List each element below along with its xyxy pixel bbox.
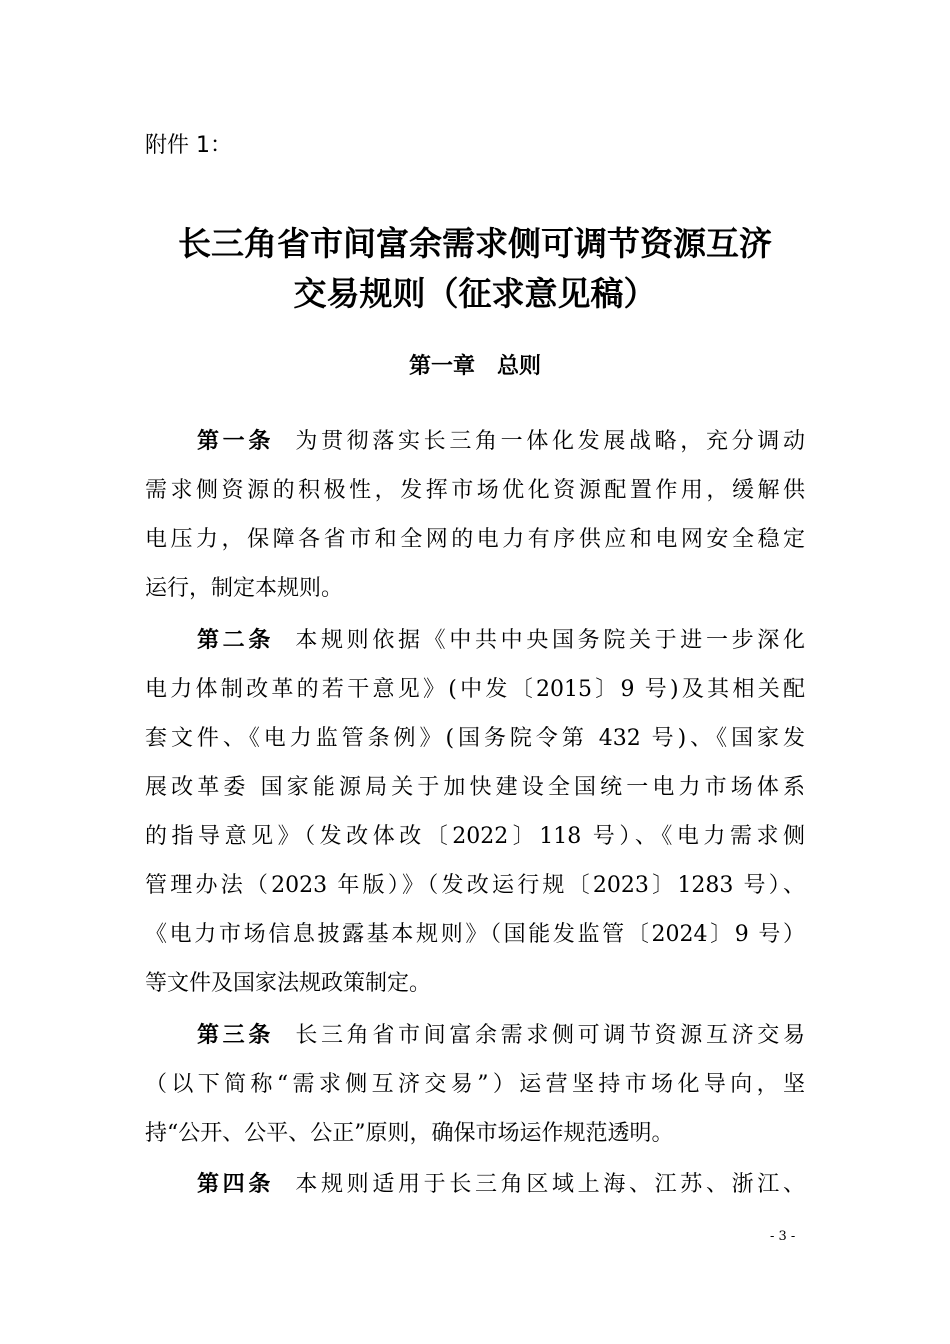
article-1-line-2: 需求侧资源的积极性，发挥市场优化资源配置作用，缓解供 xyxy=(145,478,805,503)
page-number: - 3 - xyxy=(770,1229,796,1244)
article-2-label: 第二条 xyxy=(197,628,274,653)
article-4-line-1 xyxy=(197,1169,805,1201)
attachment-label: 附件 1： xyxy=(145,133,232,158)
article-3-line-1 xyxy=(197,1020,805,1052)
article-1-line-4: 运行，制定本规则。 xyxy=(145,576,344,601)
article-1-text: 为贯彻落实长三角一体化发展战略，充分调动 xyxy=(295,429,805,454)
article-3-label: 第三条 xyxy=(197,1023,274,1048)
chapter-heading: 第一章 总则 xyxy=(408,354,541,379)
article-2-line-7: 《电力市场信息披露基本规则》（国能发监管〔2024〕9 号） xyxy=(145,922,805,947)
article-2-line-4: 展改革委 国家能源局关于加快建设全国统一电力市场体系 xyxy=(145,775,805,800)
document-title-line-2: 交易规则（征求意见稿） xyxy=(293,274,657,313)
article-3-line-2: （以下简称“需求侧互济交易”）运营坚持市场化导向，坚 xyxy=(145,1072,805,1097)
article-1-line-3: 电压力，保障各省市和全网的电力有序供应和电网安全稳定 xyxy=(145,527,805,552)
article-2-line-3: 套文件、《电力监管条例》(国务院令第 432 号)、《国家发 xyxy=(145,726,805,751)
article-3-text: 长三角省市间富余需求侧可调节资源互济交易 xyxy=(295,1023,805,1048)
article-1-line-1 xyxy=(197,426,805,458)
article-2-line-8: 等文件及国家法规政策制定。 xyxy=(145,971,432,996)
article-2-line-2: 电力体制改革的若干意见》(中发〔2015〕9 号)及其相关配 xyxy=(145,677,805,702)
article-2-line-5: 的指导意见》（发改体改〔2022〕118 号）、《电力需求侧 xyxy=(145,824,805,849)
article-2-text: 本规则依据《中共中央国务院关于进一步深化 xyxy=(295,628,805,653)
article-2-line-6: 管理办法（2023 年版）》（发改运行规〔2023〕1283 号）、 xyxy=(145,873,805,898)
article-4-text: 本规则适用于长三角区域上海、江苏、浙江、 xyxy=(295,1172,805,1197)
document-title-line-1: 长三角省市间富余需求侧可调节资源互济 xyxy=(178,224,772,263)
article-2-line-1 xyxy=(197,625,805,657)
article-3-line-3: 持“公开、公平、公正”原则，确保市场运作规范透明。 xyxy=(145,1121,674,1146)
article-4-label: 第四条 xyxy=(197,1172,274,1197)
article-1-label: 第一条 xyxy=(197,429,274,454)
